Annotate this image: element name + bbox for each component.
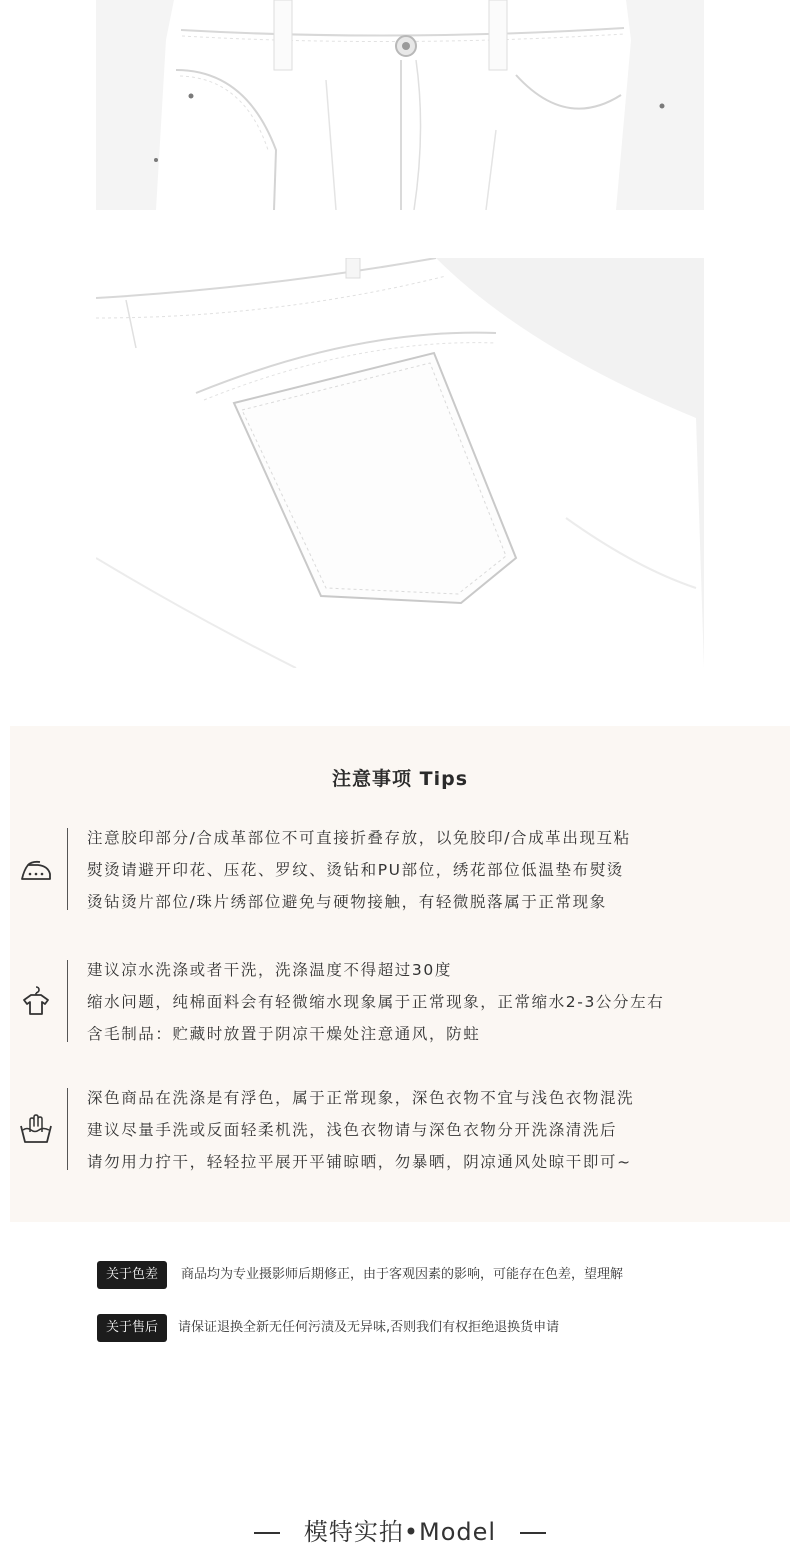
hand-wash-icon	[18, 1110, 54, 1146]
tip-lines	[87, 1082, 634, 1178]
tip-divider	[67, 828, 68, 910]
notice-color-difference	[97, 1261, 717, 1289]
product-photo-back-pocket	[96, 258, 704, 668]
care-tips-panel	[10, 726, 790, 1222]
tip-lines	[87, 822, 631, 918]
tip-lines	[87, 954, 664, 1050]
hanging-shirt-icon	[18, 982, 54, 1018]
notice-after-sales	[97, 1314, 717, 1342]
tip-group-washing	[10, 954, 790, 1054]
notice-badge: 关于色差	[97, 1261, 167, 1289]
tip-divider	[67, 1088, 68, 1170]
product-photo-waistband	[96, 0, 704, 210]
tip-line: 熨烫请避开印花、压花、罗纹、烫钻和PU部位，绣花部位低温垫布熨烫	[87, 861, 624, 879]
tip-line: 深色商品在洗涤是有浮色，属于正常现象，深色衣物不宜与浅色衣物混洗	[87, 1089, 635, 1107]
tip-line: 注意胶印部分/合成革部位不可直接折叠存放，以免胶印/合成革出现互粘	[87, 829, 631, 847]
tip-divider	[67, 960, 68, 1042]
tips-title: 注意事项 Tips	[332, 768, 468, 790]
iron-icon	[18, 852, 54, 888]
tip-group-ironing	[10, 822, 790, 922]
tip-line: 含毛制品：贮藏时放置于阴凉干燥处注意通风，防蛀	[87, 1025, 481, 1043]
notice-text: 商品均为专业摄影师后期修正，由于客观因素的影响，可能存在色差，望理解	[181, 1267, 624, 1282]
model-heading-text: 模特实拍•Model	[303, 1518, 497, 1546]
tip-group-color	[10, 1082, 790, 1182]
tip-line: 建议尽量手洗或反面轻柔机洗，浅色衣物请与深色衣物分开洗涤清洗后	[87, 1121, 618, 1139]
tip-line: 建议凉水洗涤或者干洗，洗涤温度不得超过30度	[87, 961, 452, 979]
notice-badge: 关于售后	[97, 1314, 167, 1342]
heading-dash-right	[520, 1532, 546, 1534]
notice-text: 请保证退换全新无任何污渍及无异味,否则我们有权拒绝退换货申请	[178, 1320, 560, 1335]
heading-dash-left	[254, 1532, 280, 1534]
model-section-heading	[0, 1512, 800, 1552]
tip-line: 缩水问题，纯棉面料会有轻微缩水现象属于正常现象，正常缩水2-3公分左右	[87, 993, 665, 1011]
tip-line: 请勿用力拧干，轻轻拉平展开平铺晾晒，勿暴晒，阴凉通风处晾干即可~	[87, 1153, 632, 1171]
tip-line: 烫钻烫片部位/珠片绣部位避免与硬物接触，有轻微脱落属于正常现象	[87, 893, 607, 911]
